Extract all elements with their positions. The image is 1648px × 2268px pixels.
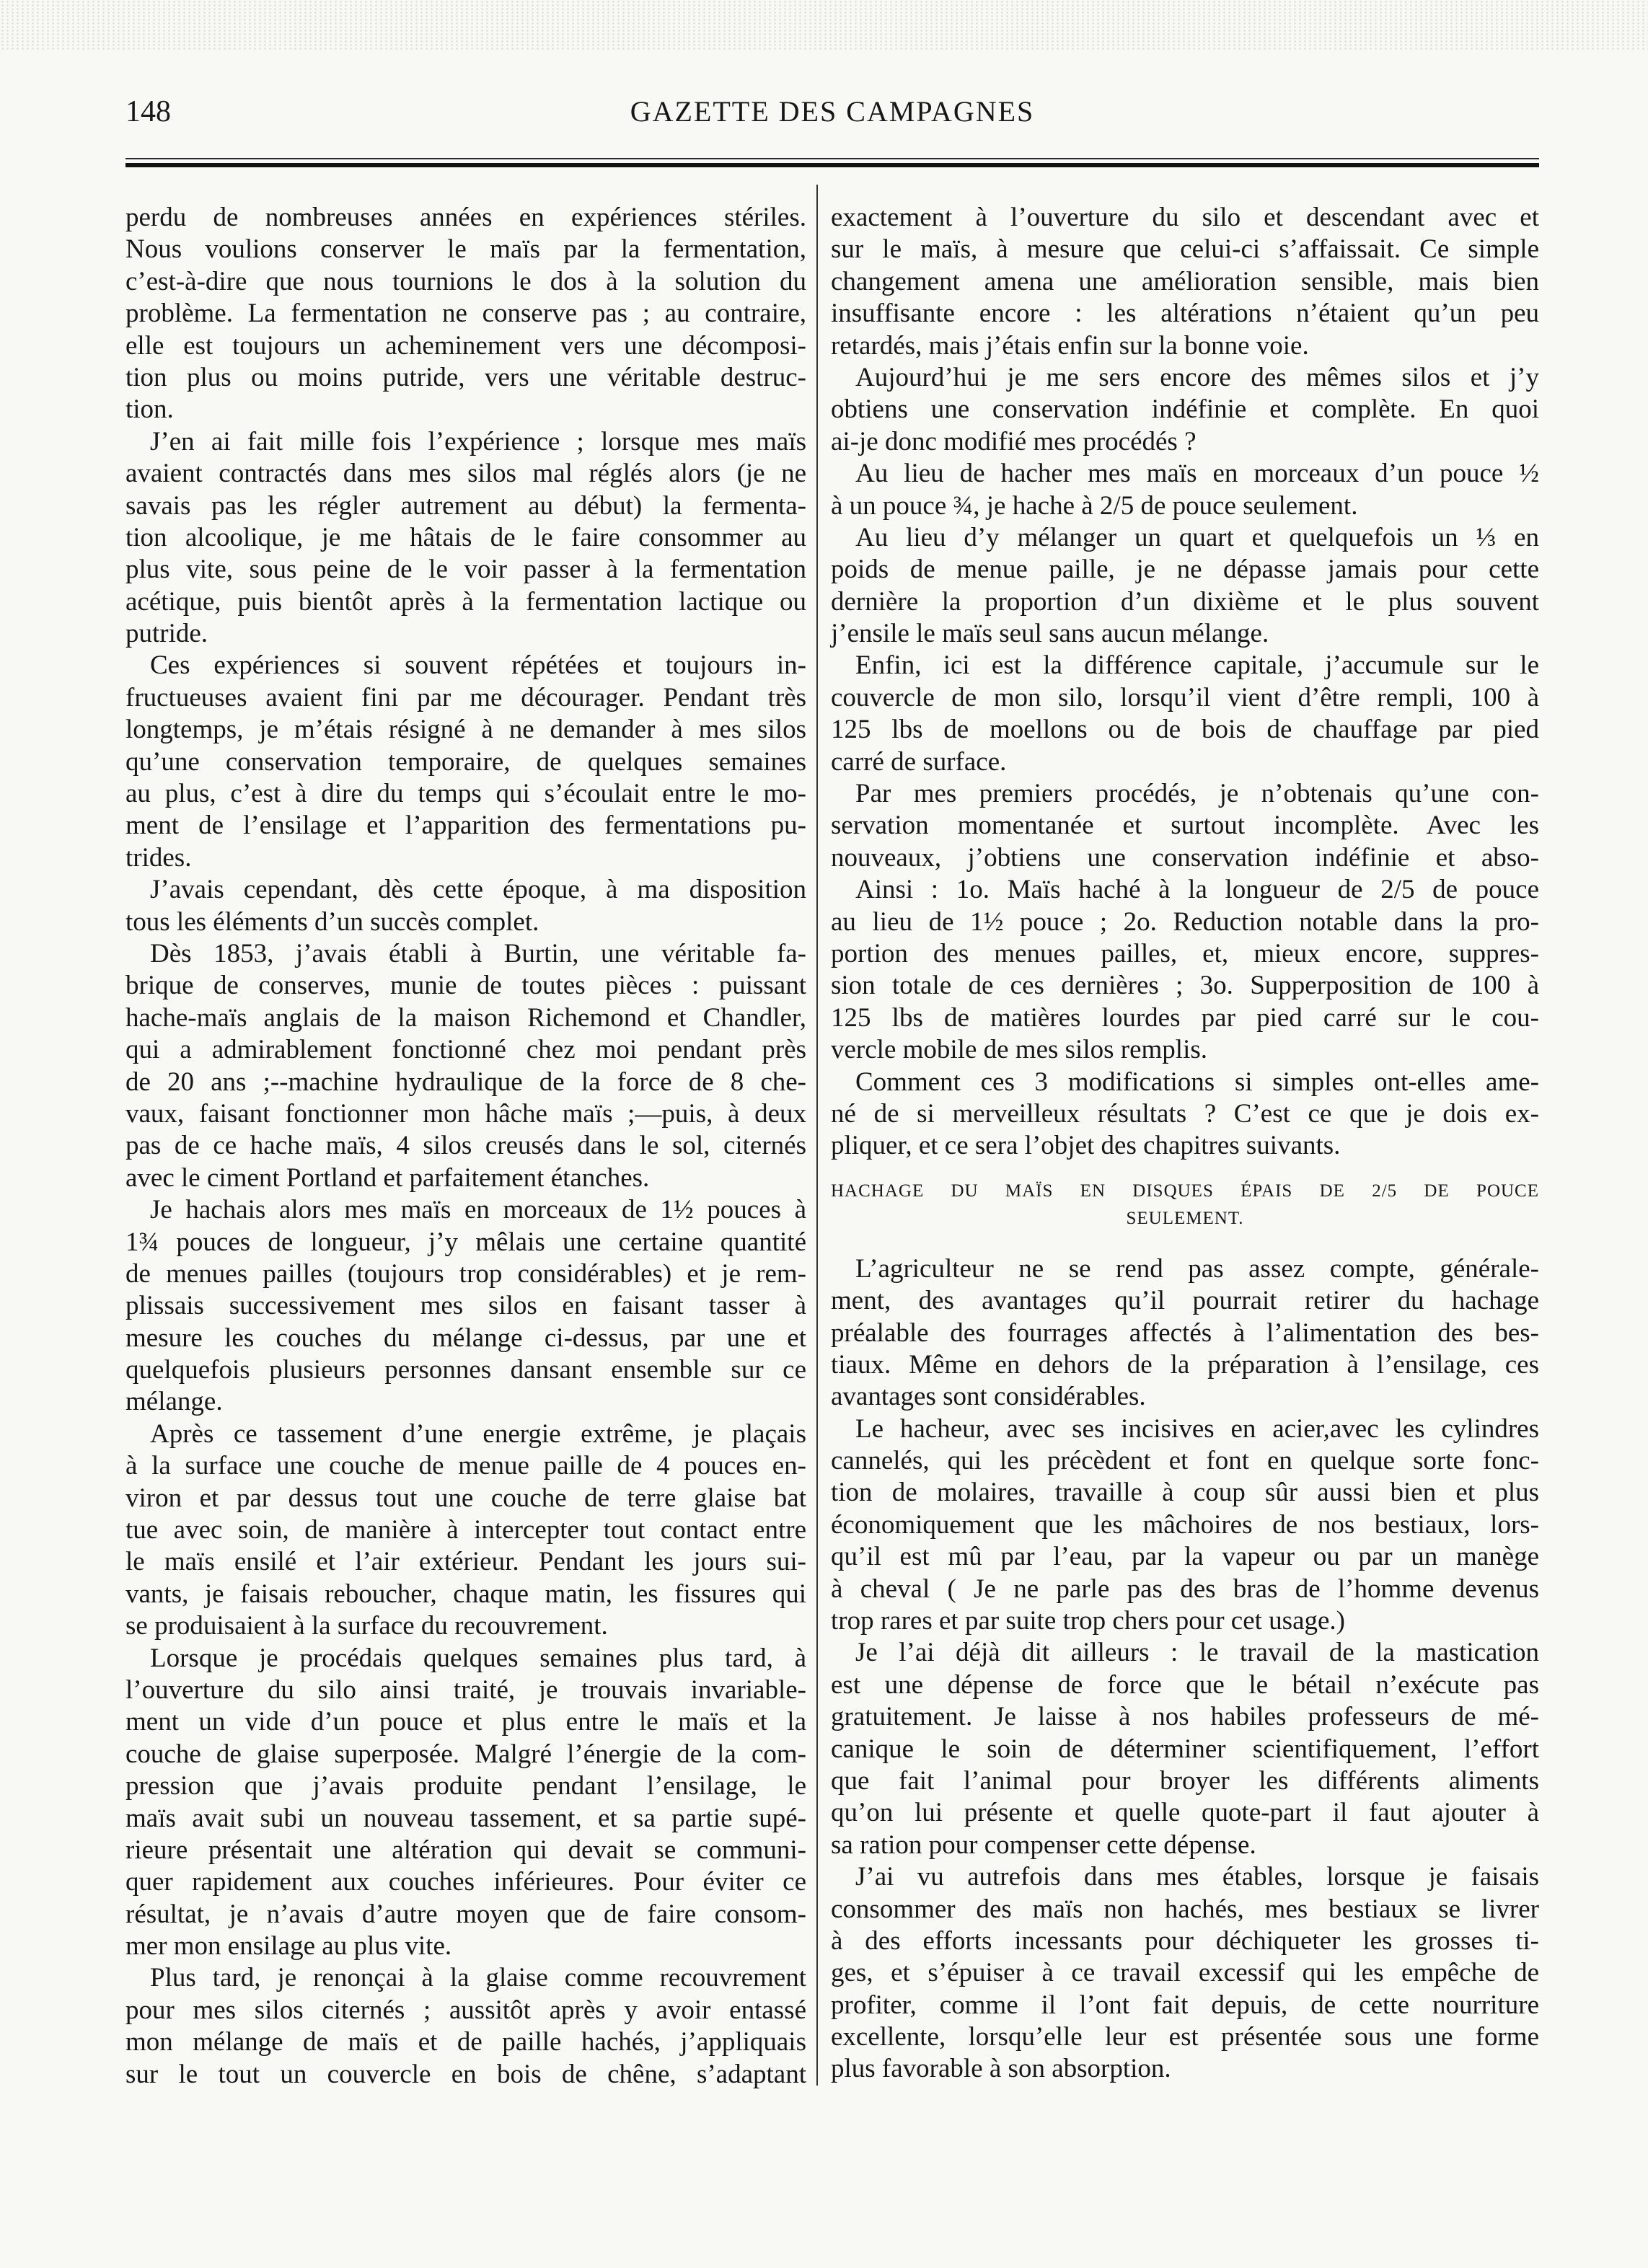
text-line: ges, et s’épuiser à ce travail excessif qui les empêche de [831,1958,1539,1988]
paragraph [125,650,806,874]
paragraph [831,1067,1539,1162]
text-line: perdu de nombreuses années en expériences stériles. [125,203,806,232]
text-line: obtiens une conservation indéfinie et complète. En quoi [831,394,1539,425]
text-line: pliquer, et ce sera l’objet des chapitres suivants. [831,1131,1341,1161]
text-line: tiaux. Même en dehors de la préparation à l’ensilage, ces [831,1349,1539,1380]
text-line: l’ouverture du silo ainsi traité, je trouvais invariable- [125,1674,806,1705]
text-line: putride. [125,619,208,649]
text-line: mélange. [125,1387,223,1417]
text-line: qu’on lui présente et quelle quote-part il faut ajouter à [831,1798,1539,1828]
text-line: Je l’ai déjà dit ailleurs : le travail de la mastication [855,1638,1539,1668]
text-line: profiter, comme il l’ont fait depuis, de cette nourriture [831,1990,1539,2020]
text-line: J’ai vu autrefois dans mes étables, lorsque je faisais [855,1862,1539,1892]
text-line: Par mes premiers procédés, je n’obtenais qu’une con- [855,779,1539,809]
text-line: changement amena une amélioration sensible, mais bien [831,266,1539,296]
text-line: j’ensile le maïs seul sans aucun mélange. [831,619,1269,649]
text-line: est une dépense de force que le bétail n’exécute pas [831,1669,1539,1700]
text-line: au lieu de 1½ pouce ; 2o. Reduction notable dans la pro- [831,906,1539,937]
paragraph [125,1643,806,1963]
paragraph [831,458,1539,522]
text-line: économiquement que les mâchoires de nos bestiaux, lors- [831,1509,1539,1540]
text-line: couvercle de mon silo, lorsqu’il vient d’être rempli, 100 à [831,682,1539,712]
text-line: Plus tard, je renonçai à la glaise comme recouvrement [150,1963,806,1993]
text-line: Ainsi : 1o. Maïs haché à la longueur de 2/5 de pouce [855,875,1539,905]
text-line: Dès 1853, j’avais établi à Burtin, une véritable fa- [150,938,806,968]
text-line: cannelés, qui les précèdent et font en quelque sorte fonc- [831,1446,1539,1476]
text-line: quer rapidement aux couches inférieures. Pour éviter ce [125,1867,806,1897]
text-line: de 20 ans ;--machine hydraulique de la force de 8 che- [125,1067,806,1097]
text-line: vants, je faisais reboucher, chaque matin, les fissures qui [125,1579,806,1609]
paragraph [125,1194,806,1418]
text-line: ment un vide d’un pouce et plus entre le maïs et la [125,1707,806,1737]
text-line: maïs avait subi un nouveau tassement, et sa partie supé- [125,1803,806,1833]
scan-noise [0,0,1648,50]
newspaper-title: GAZETTE DES CAMPAGNES [630,95,1035,128]
text-line: poids de menue paille, je ne dépasse jamais pour cette [831,555,1539,585]
paragraph [831,874,1539,1066]
text-line: fructueuses avaient fini par me décourager. Pendant très [125,682,806,712]
text-line: à la surface une couche de menue paille de 4 pouces en- [125,1451,806,1481]
text-line: L’agriculteur ne se rend pas assez compte, générale- [855,1253,1539,1284]
text-line: 125 lbs de matières lourdes par pied carré sur le cou- [831,1002,1539,1033]
text-line: plus vite, sous peine de le voir passer à la fermentation [125,555,806,585]
text-line: brique de conserves, munie de toutes pièces : puissant [125,971,806,1001]
text-line: mesure les couches du mélange ci-dessus, par une et [125,1323,806,1353]
text-line: pression que j’avais produite pendant l’ensilage, le [125,1771,806,1801]
text-line: carré de surface. [831,746,1007,777]
text-line: excellente, lorsqu’elle leur est présentée sous une forme [831,2022,1539,2052]
paragraph [831,650,1539,778]
text-line: pour mes silos citernés ; aussitôt après y avoir entassé [125,1995,806,2025]
text-line: dernière la proportion d’un dixième et le plus souvent [831,586,1539,617]
text-line: quelquefois plusieurs personnes dansant ensemble sur ce [125,1355,806,1385]
text-line: ai-je donc modifié mes procédés ? [831,426,1197,456]
text-line: trop rares et par suite trop chers pour cet usage.) [831,1606,1345,1636]
text-line: portion des menues pailles, et, mieux encore, suppres- [831,938,1539,968]
section-heading-line: SEULEMENT. [1126,1208,1244,1228]
text-line: 125 lbs de moellons ou de bois de chauffage par pied [831,715,1539,745]
text-line: consommer des maïs non hachés, mes bestiaux se livrer [831,1894,1539,1924]
text-line: à des efforts incessants pour déchiqueter les grosses ti- [831,1925,1539,1956]
text-line: sa ration pour compenser cette dépense. [831,1830,1256,1860]
text-line: ment de l’ensilage et l’apparition des fermentations pu- [125,811,806,841]
text-line: vercle mobile de mes silos remplis. [831,1035,1207,1065]
text-line: nouveaux, j’obtiens une conservation indéfinie et abso- [831,842,1539,873]
text-line: Le hacheur, avec ses incisives en acier,avec les cylindres [855,1413,1539,1444]
text-line: que fait l’animal pour broyer les différents aliments [831,1765,1539,1796]
paragraph [831,1413,1539,1638]
paragraph [125,1962,806,2091]
text-line: gratuitement. Je laisse à nos habiles professeurs de mé- [831,1702,1539,1732]
text-line: Lorsque je procédais quelques semaines plus tard, à [150,1643,806,1673]
section-text [831,1253,1539,2086]
paragraph [831,778,1539,874]
section-heading-line: HACHAGE DU MAÏS EN DISQUES ÉPAIS DE 2/5 DE POUCE [831,1181,1539,1201]
text-line: tue avec soin, de manière à intercepter tout contact entre [125,1515,806,1545]
text-line: Ces expériences si souvent répétées et toujours in- [150,650,806,681]
text-line: J’en ai fait mille fois l’expérience ; lorsque mes maïs [150,426,806,456]
text-line: ment, des avantages qu’il pourrait retirer du hachage [831,1286,1539,1316]
text-line: qui a admirablement fonctionné chez moi pendant près [125,1035,806,1065]
text-line: retardés, mais j’étais enfin sur la bonne voie. [831,330,1309,361]
text-line: Je hachais alors mes maïs en morceaux de 1½ pouces à [150,1195,806,1225]
text-line: Nous voulions conserver le maïs par la fermentation, [125,234,806,265]
text-line: résultat, je n’avais d’autre moyen que de faire consom- [125,1899,806,1929]
right-column-text [831,202,1539,1162]
paragraph [831,1637,1539,1861]
text-line: avaient contractés dans mes silos mal réglés alors (je ne [125,459,806,489]
text-line: Aujourd’hui je me sers encore des mêmes silos et j’y [855,362,1539,392]
section-heading [831,1178,1539,1232]
paragraph [831,362,1539,458]
text-line: servation momentanée et surtout incomplète. Avec les [831,811,1539,841]
text-line: tion. [125,394,174,425]
text-line: insuffisante encore : les altérations n’étaient qu’un peu [831,299,1539,329]
text-line: mon mélange de maïs et de paille hachés, j’appliquais [125,2027,806,2057]
text-line: né de si merveilleux résultats ? C’est ce que je dois ex- [831,1098,1539,1129]
paragraph [831,1253,1539,1413]
text-line: Enfin, ici est la différence capitale, j’accumule sur le [855,650,1539,681]
header-rule-thick [125,163,1539,167]
paragraph [125,202,806,426]
text-line: rieure présentait une altération qui devait se communi- [125,1835,806,1865]
text-line: c’est-à-dire que nous tournions le dos à la solution du [125,266,806,296]
text-line: le maïs ensilé et l’air extérieur. Pendant les jours sui- [125,1547,806,1577]
paragraph [831,522,1539,650]
header-rule-thin [125,158,1539,159]
text-line: hache-maïs anglais de la maison Richemond et Chandler, [125,1002,806,1033]
page-number: 148 [125,95,171,128]
text-line: tion plus ou moins putride, vers une véritable destruc- [125,362,806,392]
paragraph [831,1861,1539,2086]
text-line: couche de glaise superposée. Malgré l’énergie de la com- [125,1739,806,1769]
text-line: 1¾ pouces de longueur, j’y mêlais une certaine quantité [125,1227,806,1257]
text-line: tous les éléments d’un succès complet. [125,906,539,937]
text-line: sur le maïs, à mesure que celui-ci s’affaissait. Ce simple [831,234,1539,265]
text-line: plus favorable à son absorption. [831,2054,1171,2084]
left-column [125,202,806,2091]
text-line: trides. [125,842,192,873]
text-line: elle est toujours un acheminement vers une décomposi- [125,330,806,361]
text-line: tion de molaires, travaille à coup sûr aussi bien et plus [831,1478,1539,1508]
paragraph [125,938,806,1194]
text-line: pas de ce hache maïs, 4 silos creusés dans le sol, citernés [125,1131,806,1161]
paragraph [125,426,806,650]
text-line: Comment ces 3 modifications si simples ont-elles ame- [855,1067,1539,1097]
text-line: tion alcoolique, je me hâtais de le faire consommer au [125,522,806,552]
text-line: acétique, puis bientôt après à la fermentation lactique ou [125,586,806,617]
paragraph [125,874,806,938]
text-line: de menues pailles (toujours trop considérables) et je rem- [125,1258,806,1289]
text-line: J’avais cependant, dès cette époque, à ma disposition [150,875,806,905]
text-line: qu’il est mû par l’eau, par la vapeur ou par un manège [831,1542,1539,1572]
paragraph [125,1418,806,1643]
text-line: vaux, faisant fonctionner mon hâche maïs ;—puis, à deux [125,1098,806,1129]
paragraph [831,202,1539,362]
text-line: canique le soin de déterminer scientifiquement, l’effort [831,1734,1539,1764]
text-line: préalable des fourrages affectés à l’alimentation des bes- [831,1318,1539,1348]
text-line: sion totale de ces dernières ; 3o. Supperposition de 100 à [831,971,1539,1001]
text-line: longtemps, je m’étais résigné à ne demander à mes silos [125,715,806,745]
text-line: au plus, c’est à dire du temps qui s’écoulait entre le mo- [125,779,806,809]
text-line: Au lieu de hacher mes maïs en morceaux d’un pouce ½ [855,459,1539,489]
column-divider [816,185,818,2086]
right-column [831,202,1539,2086]
text-line: avantages sont considérables. [831,1382,1146,1412]
text-line: qu’une conservation temporaire, de quelques semaines [125,746,806,777]
text-line: savais pas les régler autrement au début) la fermenta- [125,490,806,521]
text-line: problème. La fermentation ne conserve pas ; au contraire, [125,299,806,329]
text-line: à un pouce ¾, je hache à 2/5 de pouce seulement. [831,490,1358,521]
text-line: mer mon ensilage au plus vite. [125,1931,452,1962]
text-line: plissais successivement mes silos en faisant tasser à [125,1291,806,1321]
text-line: Après ce tassement d’une energie extrême, je plaçais [150,1418,806,1449]
text-line: avec le ciment Portland et parfaitement étanches. [125,1162,650,1193]
text-line: exactement à l’ouverture du silo et descendant avec et [831,203,1539,232]
text-line: viron et par dessus tout une couche de terre glaise bat [125,1483,806,1513]
text-line: Au lieu d’y mélanger un quart et quelquefois un ⅓ en [855,522,1539,552]
text-line: se produisaient à la surface du recouvrement. [125,1611,608,1641]
text-line: à cheval ( Je ne parle pas des bras de l’homme devenus [831,1574,1539,1604]
text-line: sur le tout un couvercle en bois de chêne, s’adaptant [125,2059,806,2089]
